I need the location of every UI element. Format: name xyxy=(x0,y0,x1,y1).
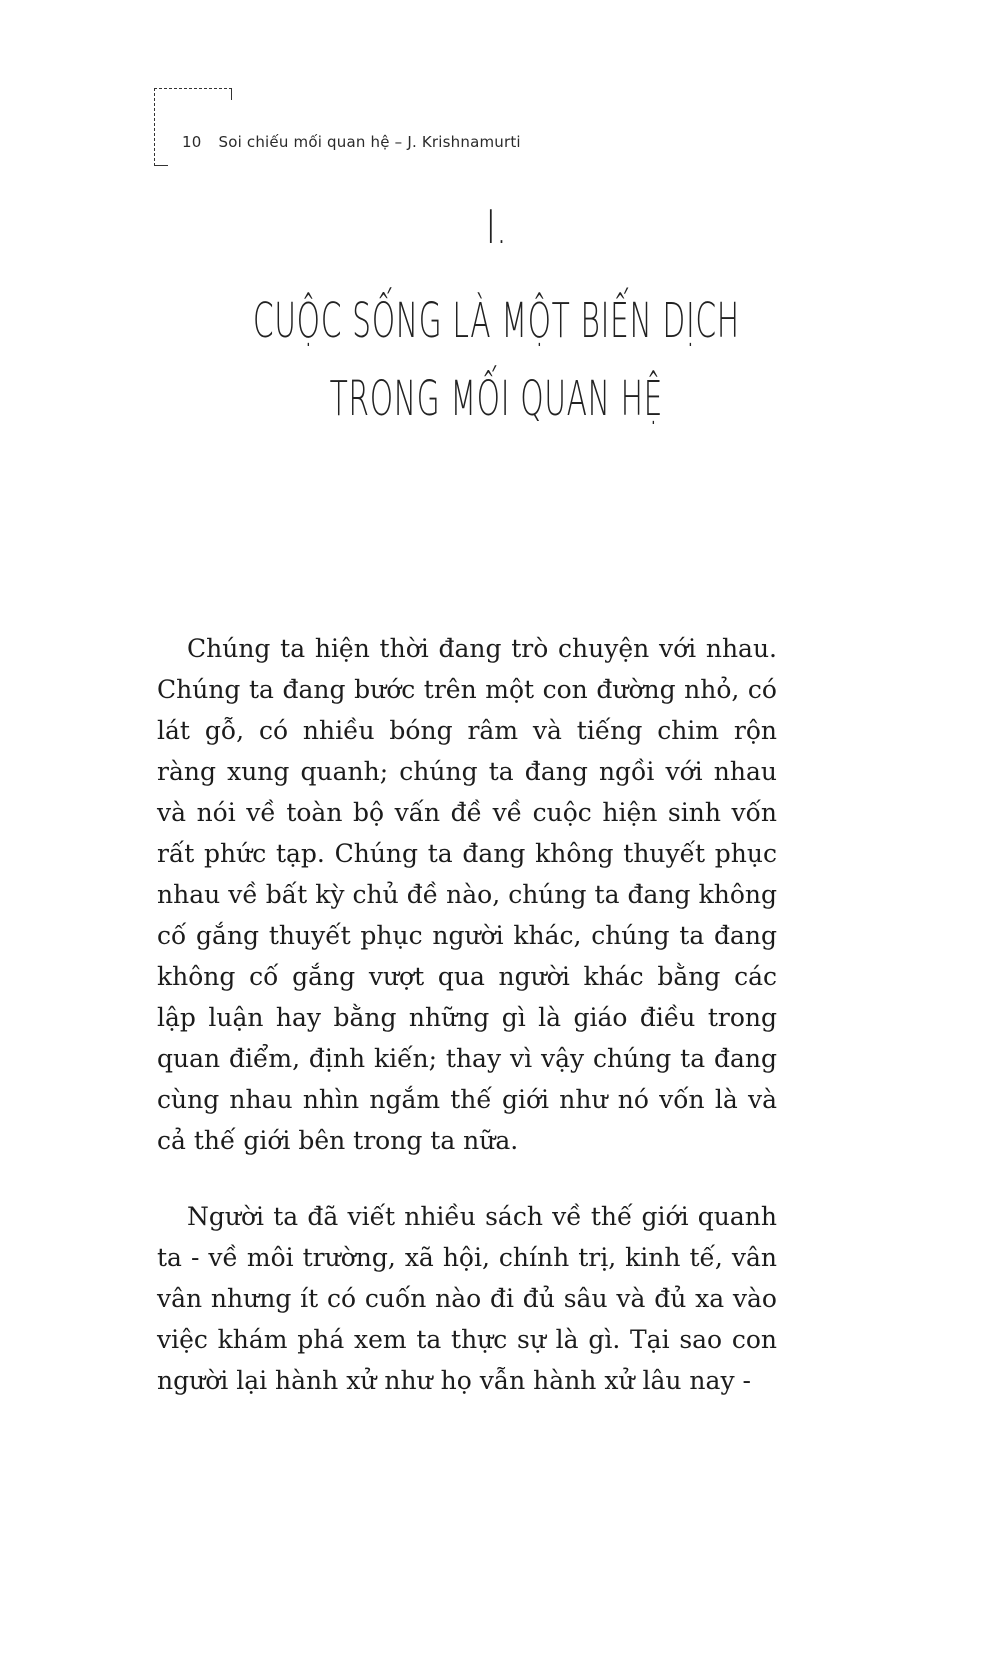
body-paragraph-2: Người ta đã viết nhiều sách về thế giới quanh ta - về môi trường, xã hội, chính trị, kinh tế, vân vân nhưng ít có cuốn nào đi đủ sâu và đủ xa vào việc khám phá xem ta thực sự là gì. Tại sao con người lại hành xử như họ vẫn hành xử lâu nay - xyxy=(157,1202,777,1395)
page-number: 10 xyxy=(182,133,202,151)
chapter-title-line-2: TRONG MỐI QUAN HỆ xyxy=(329,371,664,427)
bracket-top-line xyxy=(154,88,232,89)
chapter-number: I. xyxy=(485,200,507,254)
chapter-title xyxy=(0,282,993,438)
chapter-title-line-1: CUỘC SỐNG LÀ MỘT BIẾN DỊCH xyxy=(252,293,740,349)
bracket-left-line xyxy=(154,88,155,166)
bracket-bottom-tick xyxy=(154,165,168,166)
running-header xyxy=(182,133,521,151)
body-paragraph-1: Chúng ta hiện thời đang trò chuyện với nhau. Chúng ta đang bước trên một con đường nhỏ, có lát gỗ, có nhiều bóng râm và tiếng chim rộn ràng xung quanh; chúng ta đang ngồi với nhau và nói về toàn bộ vấn đề về cuộc hiện sinh vốn rất phức tạp. Chúng ta đang không thuyết phục nhau về bất kỳ chủ đề nào, chúng ta đang không cố gắng thuyết phục người khác, chúng ta đang không cố gắng vượt qua người khác bằng các lập luận hay bằng những gì là giáo điều trong quan điểm, định kiến; thay vì vậy chúng ta đang cùng nhau nhìn ngắm thế giới như nó vốn là và cả thế giới bên trong ta nữa. xyxy=(157,634,777,1155)
bracket-right-tick xyxy=(231,88,232,100)
running-title: Soi chiếu mối quan hệ – J. Krishnamurti xyxy=(218,133,521,151)
header-bracket-ornament xyxy=(154,88,232,166)
